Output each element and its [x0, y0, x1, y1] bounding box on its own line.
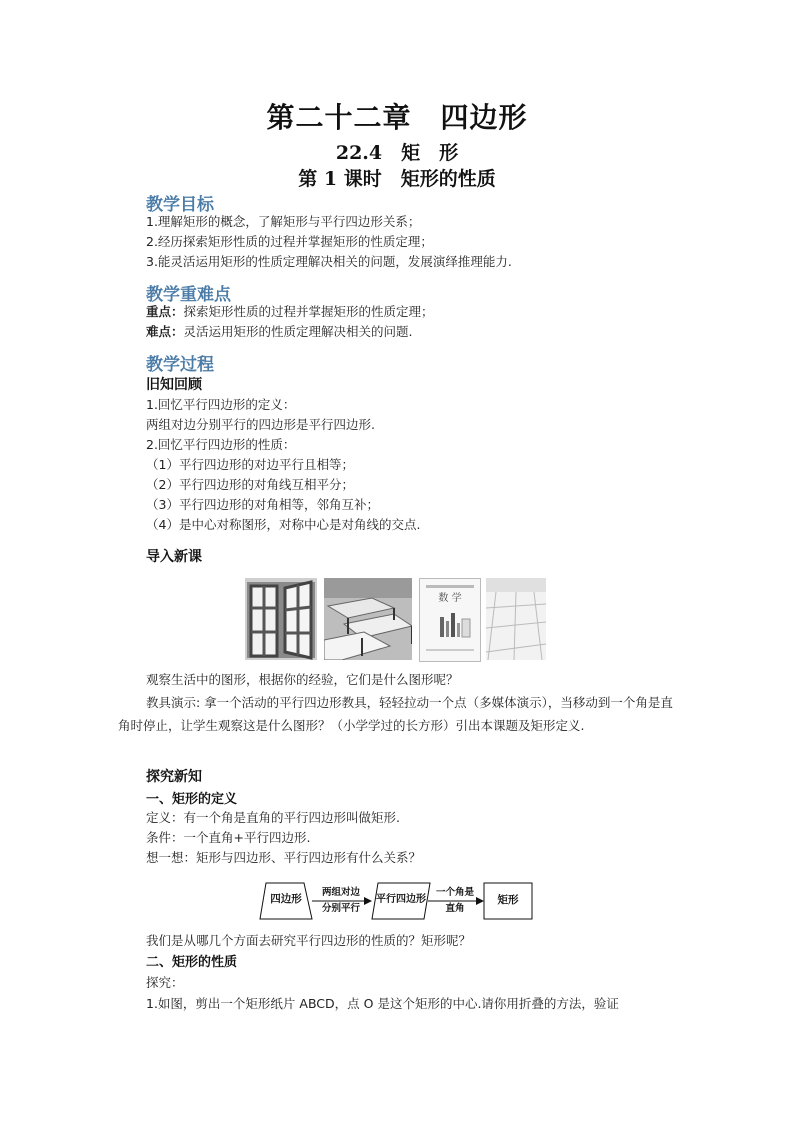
review-line: （2）平行四边形的对角线互相平分； — [146, 477, 354, 492]
quadrilateral-label: 四边形 — [270, 893, 302, 905]
process-heading: 教学过程 — [146, 355, 214, 375]
property-heading: 二、矩形的性质 — [146, 955, 238, 970]
floor-tiles-image — [486, 578, 546, 660]
key-label: 重点： — [146, 304, 184, 319]
think-line: 想一想：矩形与四边形、平行四边形有什么关系？ — [146, 850, 422, 865]
key-point-line — [146, 302, 434, 322]
arrow1-label-bottom: 分别平行 — [321, 903, 360, 914]
parallelogram-label: 平行四边形 — [376, 894, 426, 905]
question-line: 我们是从哪几个方面去研究平行四边形的性质的？矩形呢？ — [146, 933, 472, 948]
classroom-desks-image — [324, 578, 412, 660]
explore-heading: 探究新知 — [146, 769, 202, 785]
goal-item: 2.经历探索矩形性质的过程并掌握矩形的性质定理； — [146, 234, 433, 249]
difficulty-text: 灵活运用矩形的性质定理解决相关的问题. — [183, 324, 413, 339]
difficulty-line — [146, 322, 413, 342]
goals-heading: 教学目标 — [146, 195, 214, 215]
window-image — [245, 578, 317, 660]
key-points-heading: 教学重难点 — [146, 285, 231, 305]
arrow2-label-top: 一个角是 — [435, 887, 474, 898]
review-line: （4）是中心对称图形，对称中心是对角线的交点. — [146, 517, 421, 532]
relation-diagram — [258, 875, 538, 927]
difficulty-label: 难点： — [146, 324, 184, 339]
demo-paragraph — [118, 691, 678, 737]
definition-heading: 一、矩形的定义 — [146, 792, 238, 807]
review-line: 两组对边分别平行的四边形是平行四边形. — [146, 417, 375, 432]
book-cover-title: 数 学 — [438, 593, 462, 604]
lesson-title: 第 1 课时 矩形的性质 — [298, 168, 496, 190]
goal-item: 1.理解矩形的概念，了解矩形与平行四边形关系； — [146, 214, 421, 229]
arrow1-label-top: 两组对边 — [321, 887, 360, 898]
rectangle-label: 矩形 — [497, 894, 519, 906]
definition-line: 定义：有一个角是直角的平行四边形叫做矩形. — [146, 810, 400, 825]
math-book-cover-image — [419, 578, 481, 662]
observe-text: 观察生活中的图形，根据你的经验，它们是什么图形呢？ — [146, 672, 459, 687]
goal-item: 3.能灵活运用矩形的性质定理解决相关的问题，发展演绎推理能力. — [146, 254, 512, 269]
chapter-title: 第二十二章 四边形 — [266, 101, 528, 134]
observe-paragraph — [118, 668, 678, 691]
review-line: （3）平行四边形的对角相等，邻角互补； — [146, 497, 379, 512]
review-line: 2.回忆平行四边形的性质： — [146, 437, 296, 452]
explore-label: 探究： — [146, 975, 184, 990]
section-title: 22.4 矩 形 — [335, 142, 459, 164]
review-line: 1.回忆平行四边形的定义： — [146, 397, 296, 412]
fold-task-line: 1.如图，剪出一个矩形纸片 ABCD，点 O 是这个矩形的中心.请你用折叠的方法，验证 — [146, 996, 619, 1011]
review-line: （1）平行四边形的对边平行且相等； — [146, 457, 354, 472]
intro-heading: 导入新课 — [146, 549, 202, 565]
condition-line: 条件：一个直角+平行四边形. — [146, 830, 311, 845]
arrow2-label-bottom: 直角 — [445, 903, 465, 914]
key-text: 探索矩形性质的过程并掌握矩形的性质定理； — [183, 304, 434, 319]
review-heading: 旧知回顾 — [146, 377, 202, 393]
demo-text: 教具演示: 拿一个活动的平行四边形教具，轻轻拉动一个点（多媒体演示），当移动到一个角是直角时停止，让学生观察这是什么图形？（小学学过的长方形）引出本课题及矩形定义. — [118, 695, 673, 733]
